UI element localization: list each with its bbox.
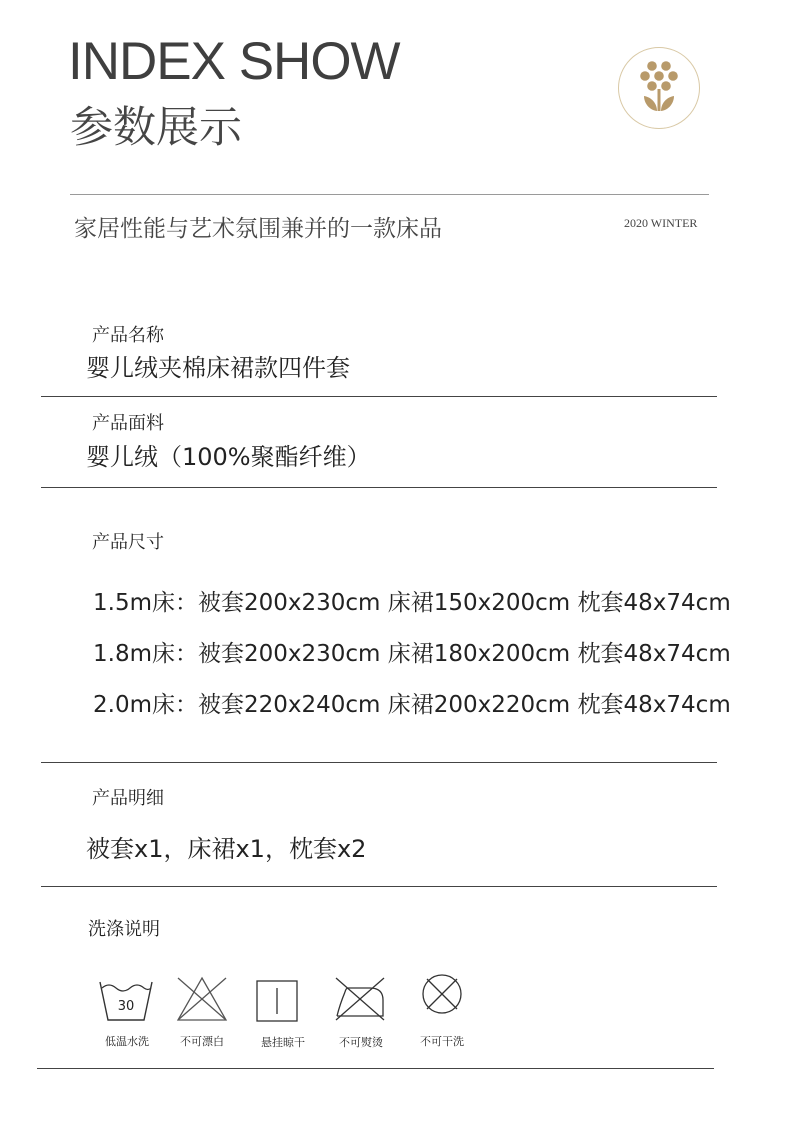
care-item-label: 不可熨烫 — [339, 1036, 383, 1049]
wash-temp: 30 — [117, 999, 135, 1014]
product-name-label: 产品名称 — [92, 325, 164, 346]
care-item-label: 低温水洗 — [105, 1035, 149, 1048]
no-iron-icon — [332, 972, 388, 1024]
divider — [70, 194, 709, 195]
product-size-label: 产品尺寸 — [92, 532, 164, 553]
care-label: 洗涤说明 — [88, 919, 160, 940]
divider — [41, 396, 717, 397]
product-detail-value: 被套x1，床裙x1，枕套x2 — [86, 835, 367, 863]
product-detail-label: 产品明细 — [92, 788, 164, 809]
size-line: 2.0m床：被套220x240cm 床裙200x220cm 枕套48x74cm — [93, 692, 731, 718]
season-tag: 2020 WINTER — [624, 216, 698, 230]
hang-dry-icon — [250, 976, 306, 1028]
divider — [41, 762, 717, 763]
page-title-en: INDEX SHOW — [68, 32, 400, 91]
wash-30-icon — [98, 976, 154, 1028]
care-item-label: 不可干洗 — [420, 1035, 464, 1048]
size-line: 1.5m床：被套200x230cm 床裙150x200cm 枕套48x74cm — [93, 590, 731, 616]
divider — [41, 886, 717, 887]
product-fabric-value: 婴儿绒（100%聚酯纤维） — [86, 443, 371, 471]
product-fabric-label: 产品面料 — [92, 413, 164, 434]
flower-icon — [617, 46, 701, 130]
page-title-cn: 参数展示 — [70, 103, 242, 153]
size-line: 1.8m床：被套200x230cm 床裙180x200cm 枕套48x74cm — [93, 641, 731, 667]
no-bleach-icon — [174, 974, 230, 1026]
divider — [37, 1068, 714, 1069]
no-dryclean-icon — [414, 970, 470, 1022]
care-item-label: 不可漂白 — [180, 1035, 224, 1048]
divider — [41, 487, 717, 488]
subtitle: 家居性能与艺术氛围兼并的一款床品 — [74, 216, 442, 242]
care-item-label: 悬挂晾干 — [261, 1036, 305, 1049]
product-name-value: 婴儿绒夹棉床裙款四件套 — [86, 354, 350, 382]
